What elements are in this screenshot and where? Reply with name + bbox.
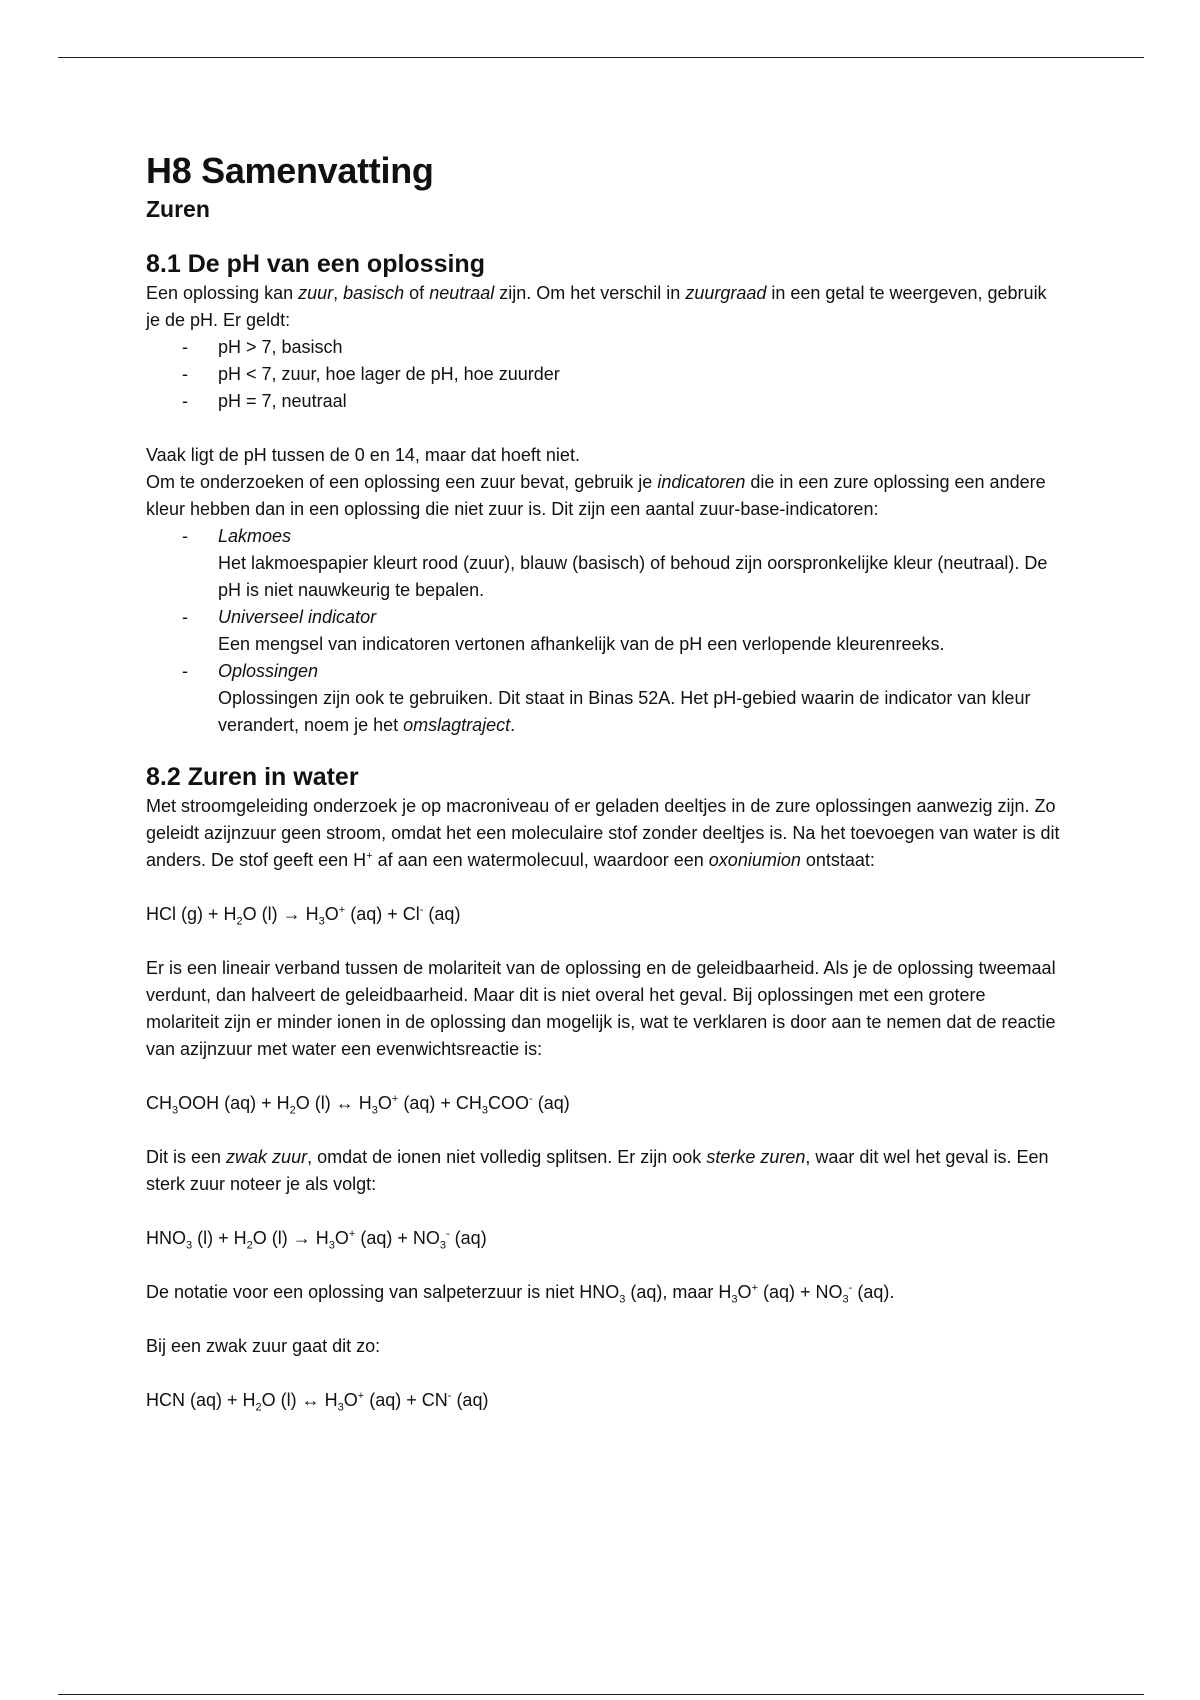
equation-acetic-acid: $CH_3OOH$ $(aq) + H_2O$ (l) ↔ $H_3O^+$ $(aq) + CH_3COO^-$ (aq)	[146, 1093, 570, 1117]
list-item: - pH > 7, basisch	[146, 334, 1061, 361]
conductivity-paragraph: Met stroomgeleiding onderzoek je op macroniveau of er geladen deeltjes in de zure oplossingen aanwezig zijn. Zo geleidt azijnzuur geen stroom, omdat het een moleculaire stof zonder deeltjes is. Na het toevoegen van water is dit anders. De stof geeft een H+ af aan een watermolecuul, waardoor een oxoniumion ontstaat:	[146, 796, 1060, 870]
indicator-list	[146, 523, 1061, 739]
indicator-name: Universeel indicator	[218, 607, 377, 627]
molarity-paragraph: Er is een lineair verband tussen de molariteit van de oplossing en de geleidbaarheid. Als je de oplossing tweemaal verdunt, dan halveert de geleidbaarheid. Maar dit is niet overal het geval. Bij oplossingen met een grotere molariteit zijn er minder ionen in de oplossing dan mogelijk is, wat te verklaren is door aan te nemen dat de reactie van azijnzuur met water een evenwichtsreactie is:	[146, 958, 1056, 1059]
page-title: H8 Samenvatting	[146, 150, 434, 191]
indicator-name: Lakmoes	[218, 526, 292, 546]
header-rule	[58, 57, 1144, 58]
ph-intro-paragraph: Een oplossing kan zuur, basisch of neutraal zijn. Om het verschil in zuurgraad in een getal te weergeven, gebruik je de pH. Er geldt:	[146, 283, 1047, 330]
footer-rule	[58, 1694, 1144, 1695]
notation-paragraph: De notatie voor een oplossing van salpeterzuur is niet $HNO_3$ (aq), maar $H_3O^+$ $(aq) + NO_3^-$ (aq).	[146, 1282, 895, 1306]
indicator-desc: Oplossingen zijn ook te gebruiken. Dit staat in Binas 52A. Het pH-gebied waarin de indicator van kleur verandert, noem je het omslagtraject.	[218, 688, 1031, 735]
reaction-arrow-icon: →	[282, 904, 301, 924]
ph-range-paragraph: Vaak ligt de pH tussen de 0 en 14, maar dat hoeft niet.	[146, 445, 580, 465]
document-page	[146, 148, 1061, 1414]
weak-acid-intro: Bij een zwak zuur gaat dit zo:	[146, 1336, 381, 1356]
indicator-desc: Het lakmoespapier kleurt rood (zuur), blauw (basisch) of behoud zijn oorspronkelijke kleur (neutraal). De pH is niet nauwkeurig te bepalen.	[218, 553, 1048, 600]
indicator-intro-paragraph: Om te onderzoeken of een oplossing een zuur bevat, gebruik je indicatoren die in een zure oplossing een andere kleur hebben dan in een oplossing die niet zuur is. Dit zijn een aantal zuur-base-indicatoren:	[146, 472, 1046, 519]
indicator-desc: Een mengsel van indicatoren vertonen afhankelijk van de pH een verlopende kleurenreeks.	[218, 634, 945, 654]
list-item	[146, 523, 1061, 604]
equilibrium-arrow-icon: ↔	[301, 1390, 320, 1410]
section-heading-8-1: 8.1 De pH van een oplossing	[146, 250, 485, 278]
equation-hcl: HCl $(g) + H_2O$ $(l) \to H_3O^+$ (aq) + Cl- (aq)	[146, 904, 461, 928]
list-item: - pH = 7, neutraal	[146, 388, 1061, 415]
list-item	[146, 604, 1061, 658]
equation-nitric-acid: $HNO_3$ $(l) + H_2O$ $(l) \to H_3O^+$ $(aq) + NO_3^-$ (aq)	[146, 1228, 487, 1252]
indicator-name: Oplossingen	[218, 661, 319, 681]
ph-list	[146, 334, 1061, 415]
section-heading-8-2: 8.2 Zuren in water	[146, 763, 359, 791]
weak-strong-paragraph: Dit is een zwak zuur, omdat de ionen niet volledig splitsen. Er zijn ook sterke zuren, waar dit wel het geval is. Een sterk zuur noteer je als volgt:	[146, 1147, 1049, 1194]
list-item	[146, 658, 1061, 739]
page-subtitle: Zuren	[146, 196, 210, 222]
list-item: - pH < 7, zuur, hoe lager de pH, hoe zuurder	[146, 361, 1061, 388]
equilibrium-arrow-icon: ↔	[335, 1093, 354, 1113]
reaction-arrow-icon: →	[292, 1228, 311, 1248]
equation-hcn: HCN $(aq) + H_2O$ (l) ↔ $H_3O^+$ (aq) + CN- (aq)	[146, 1390, 489, 1414]
